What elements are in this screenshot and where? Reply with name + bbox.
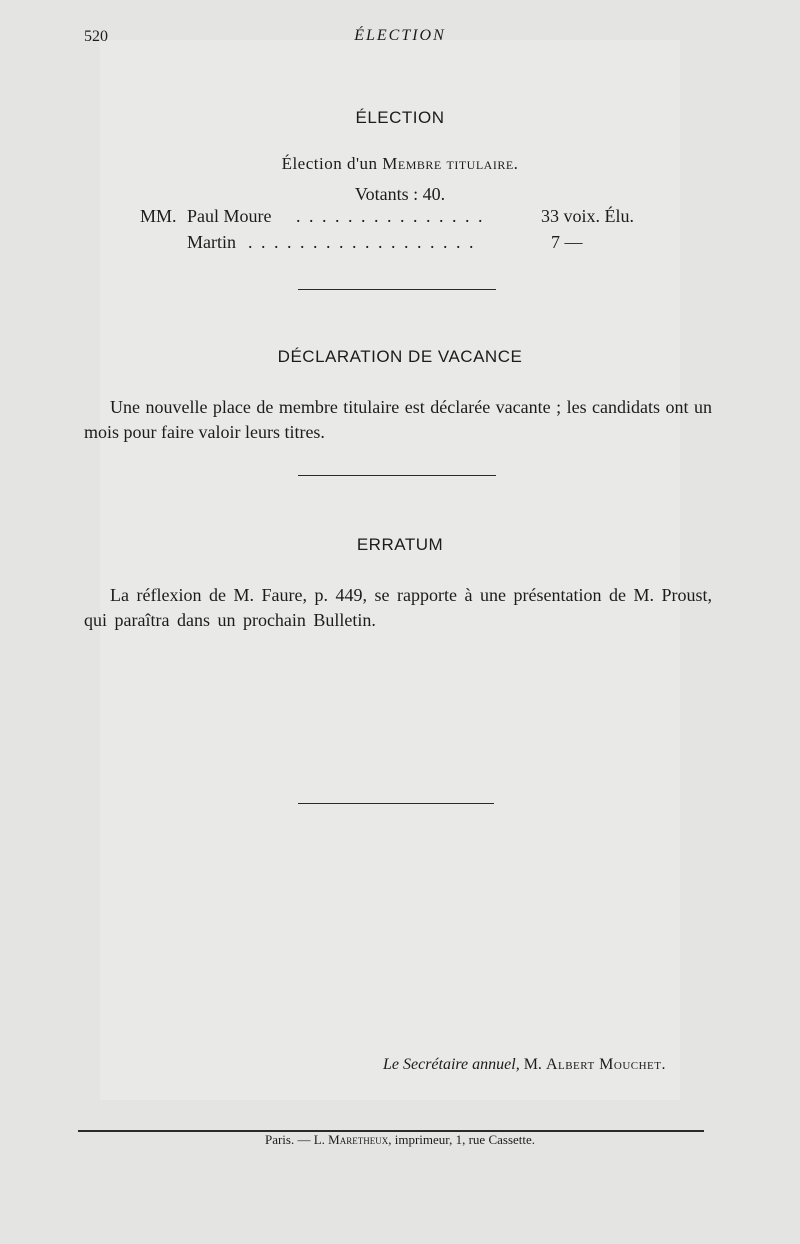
page-number: 520 [84, 28, 108, 45]
election-subheading [0, 154, 800, 174]
candidate-result: 7 — [551, 232, 583, 252]
vacance-heading: DÉCLARATION DE VACANCE [277, 347, 523, 366]
section-rule [298, 475, 496, 476]
vacance-text: Une nouvelle place de membre titulaire est déclarée vacante ; les candidats ont un mois pour faire valoir leurs titres. [84, 397, 712, 442]
votants-count: Votants : 40. [354, 184, 446, 204]
election-heading: ÉLECTION [355, 108, 445, 127]
candidate-name: Martin [187, 232, 236, 252]
imprint-rest: , imprimeur, 1, rue Cassette. [388, 1132, 536, 1147]
imprint-printer: Maretheux [328, 1132, 389, 1147]
running-head-title: ÉLECTION [354, 27, 446, 44]
candidate-leader: . . . . . . . . . . . . . . . . . . [248, 232, 476, 252]
section-rule [298, 289, 496, 290]
candidate-result: 33 voix. Élu. [541, 206, 634, 226]
signature-prefix: M. [523, 1056, 542, 1073]
signature-name: Albert Mouchet. [545, 1056, 666, 1073]
candidate-name: Paul Moure [187, 206, 272, 226]
section-rule [298, 803, 494, 804]
erratum-text: La réflexion de M. Faure, p. 449, se rapporte à une présentation de M. Proust, qui paraîtra dans un prochain Bulletin. [84, 585, 712, 630]
erratum-heading: ERRATUM [356, 535, 444, 554]
candidate-leader: . . . . . . . . . . . . . . . [296, 206, 485, 226]
subheading-lead: Élection d'un [281, 154, 383, 173]
subheading-smallcaps: Membre titulaire. [382, 154, 519, 173]
imprint-line [0, 1132, 800, 1148]
signature-role: Le Secrétaire annuel, [383, 1056, 520, 1073]
candidate-prefix: MM. [140, 206, 177, 226]
imprint-lead: Paris. — L. [264, 1132, 329, 1147]
signature [383, 1056, 666, 1074]
